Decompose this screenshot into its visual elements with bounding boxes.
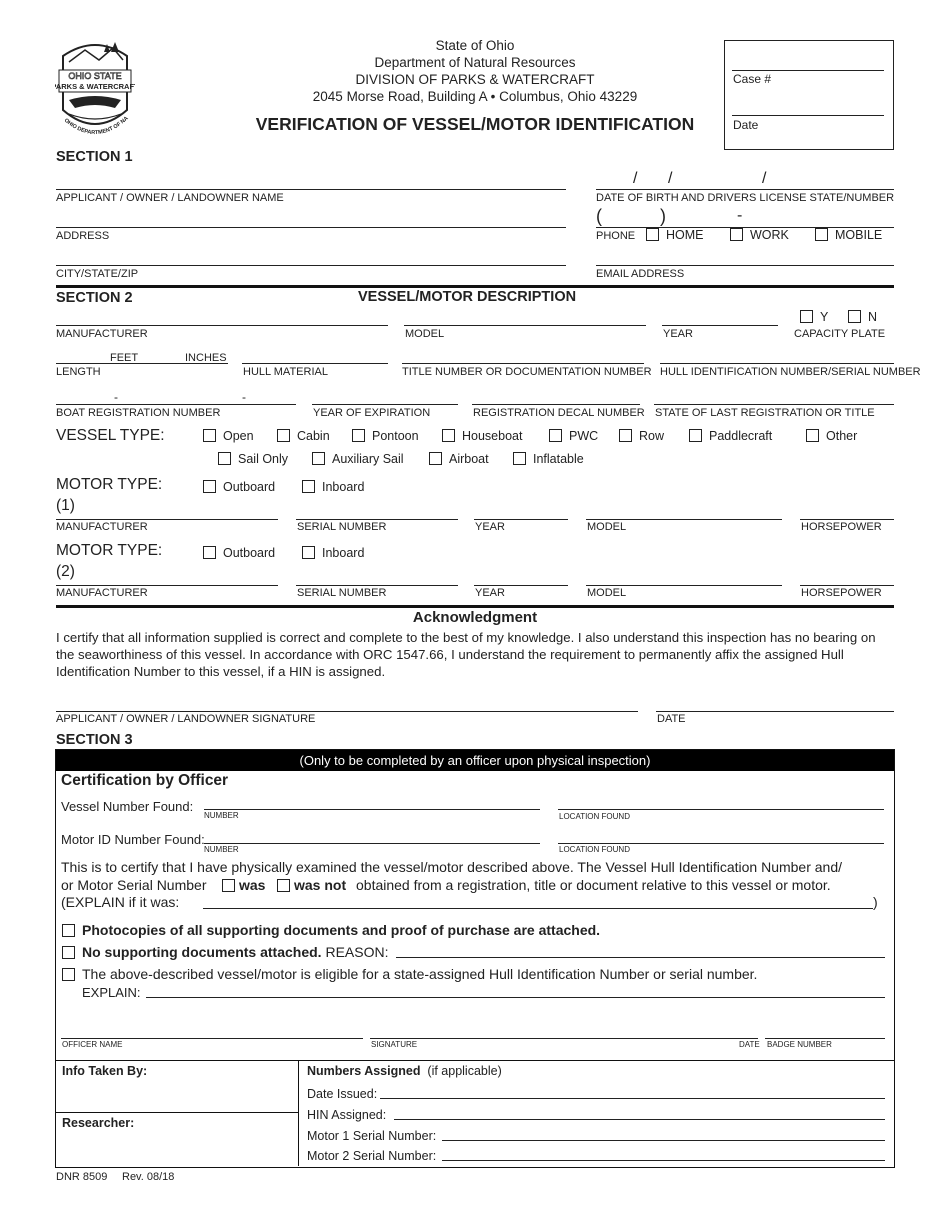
section3-title: SECTION 3 bbox=[56, 732, 133, 748]
motor1-year-line[interactable] bbox=[474, 519, 568, 520]
state-last-label: STATE OF LAST REGISTRATION OR TITLE bbox=[655, 407, 875, 419]
logo-top-text: OHIO STATE bbox=[68, 71, 122, 81]
checkbox-icon bbox=[62, 946, 75, 959]
date-issued-label: Date Issued: bbox=[307, 1087, 378, 1101]
vessel-number-line[interactable] bbox=[204, 809, 540, 810]
reg-dash-2: - bbox=[242, 390, 246, 404]
form-title: VERIFICATION OF VESSEL/MOTOR IDENTIFICATION bbox=[255, 114, 695, 134]
badge-line[interactable] bbox=[765, 1038, 885, 1039]
checkbox-icon bbox=[62, 968, 75, 981]
was-not-label: was not bbox=[294, 877, 347, 893]
motor1-outboard-label: Outboard bbox=[223, 480, 276, 494]
checkbox-icon bbox=[442, 429, 455, 442]
motor1-manufacturer-label: MANUFACTURER bbox=[56, 521, 148, 533]
motor1-serial-assigned-line[interactable] bbox=[442, 1140, 885, 1141]
checkbox-icon bbox=[203, 546, 216, 559]
hull-material-label: HULL MATERIAL bbox=[243, 366, 328, 378]
email-line[interactable] bbox=[596, 265, 894, 266]
date-field-line[interactable] bbox=[732, 115, 884, 116]
vessel-type-other[interactable] bbox=[806, 429, 857, 443]
dob-slash-2: / bbox=[668, 170, 673, 187]
length-label: LENGTH bbox=[56, 366, 101, 378]
checkbox-icon bbox=[848, 310, 861, 323]
explain-close-paren: ) bbox=[873, 894, 878, 910]
motor2-model-label: MODEL bbox=[587, 587, 627, 599]
explain-if-line[interactable] bbox=[203, 908, 873, 909]
explain-line[interactable] bbox=[146, 997, 885, 998]
officer-name-label: OFFICER NAME bbox=[62, 1040, 123, 1049]
motor1-inboard-label: Inboard bbox=[322, 480, 365, 494]
hin-label: HULL IDENTIFICATION NUMBER/SERIAL NUMBER bbox=[660, 366, 921, 378]
info-taken-label: Info Taken By: bbox=[62, 1064, 148, 1078]
numbers-assigned-label bbox=[307, 1064, 502, 1078]
dob-license-line[interactable] bbox=[596, 189, 894, 190]
city-line[interactable] bbox=[56, 265, 566, 266]
numbers-assigned-title: Numbers Assigned bbox=[307, 1064, 421, 1078]
motor2-inboard[interactable] bbox=[302, 546, 364, 560]
motor1-model-label: MODEL bbox=[587, 521, 627, 533]
bottom-table-top-border bbox=[56, 1060, 894, 1061]
form-revision: Rev. 08/18 bbox=[122, 1171, 175, 1183]
motor-number-line[interactable] bbox=[204, 843, 540, 844]
motor-location-sublabel: LOCATION FOUND bbox=[559, 845, 630, 854]
explain-label: EXPLAIN: bbox=[82, 985, 141, 1000]
acknowledgment-text: I certify that all information supplied is correct and complete to the best of my knowledge. I also understand this inspection has no bearing on the seaworthiness of this vessel. In accordance with ORC 1547.66, I understand the requirement to permanently affix the assigned Hull Identification Number to this vessel, if a HIN is assigned. bbox=[56, 630, 876, 679]
eligible-label: The above-described vessel/motor is eligible for a state-assigned Hull Identification Number or serial number. bbox=[82, 966, 758, 982]
vessel-type-sail-only-label: Sail Only bbox=[238, 452, 289, 466]
checkbox-icon bbox=[549, 429, 562, 442]
case-box bbox=[724, 40, 894, 150]
capacity-plate-label: CAPACITY PLATE bbox=[794, 328, 886, 340]
cert-title: Certification by Officer bbox=[61, 772, 229, 789]
vessel-type-paddlecraft[interactable] bbox=[689, 429, 772, 443]
checkbox-icon bbox=[62, 924, 75, 937]
logo-bottom-text: OHIO DEPARTMENT OF NA bbox=[62, 115, 130, 137]
vessel-type-open[interactable] bbox=[203, 429, 254, 443]
eligible-option[interactable] bbox=[62, 966, 757, 982]
capacity-y-option[interactable] bbox=[800, 310, 828, 324]
decal-line[interactable] bbox=[472, 404, 640, 405]
checkbox-icon bbox=[312, 452, 325, 465]
date-issued-line[interactable] bbox=[380, 1098, 885, 1099]
checkbox-icon bbox=[277, 879, 290, 892]
vessel-location-line[interactable] bbox=[558, 809, 884, 810]
length-line[interactable] bbox=[56, 363, 228, 364]
officer-name-line[interactable] bbox=[61, 1038, 363, 1039]
checkbox-icon bbox=[203, 480, 216, 493]
vessel-type-open-label: Open bbox=[223, 429, 254, 443]
phone-mobile-label: MOBILE bbox=[835, 228, 883, 242]
form-number: DNR 8509 bbox=[56, 1171, 108, 1183]
checkbox-icon bbox=[815, 228, 828, 241]
ack-date-label: DATE bbox=[657, 713, 686, 725]
checkbox-icon bbox=[800, 310, 813, 323]
applicant-name-line[interactable] bbox=[56, 189, 566, 190]
section2-title: SECTION 2 bbox=[56, 290, 133, 306]
year-line[interactable] bbox=[662, 325, 778, 326]
vessel-found-label: Vessel Number Found: bbox=[61, 799, 194, 814]
motor1-hp-line[interactable] bbox=[800, 519, 894, 520]
motor2-serial-assigned-label: Motor 2 Serial Number: bbox=[307, 1149, 437, 1163]
inches-label: INCHES bbox=[185, 352, 227, 364]
certify-text-2a: or Motor Serial Number bbox=[61, 877, 207, 893]
vessel-type-inflatable-label: Inflatable bbox=[533, 452, 584, 466]
motor1-outboard[interactable] bbox=[203, 480, 275, 494]
vessel-type-airboat[interactable] bbox=[429, 452, 489, 466]
vessel-type-airboat-label: Airboat bbox=[449, 452, 489, 466]
year-exp-label: YEAR OF EXPIRATION bbox=[313, 407, 431, 419]
motor-number-sublabel: NUMBER bbox=[204, 845, 239, 854]
title-number-line[interactable] bbox=[402, 363, 644, 364]
capacity-y-label: Y bbox=[820, 310, 829, 324]
signature-line[interactable] bbox=[56, 711, 638, 712]
no-docs-label: No supporting documents attached. bbox=[82, 944, 322, 960]
motor1-inboard[interactable] bbox=[302, 480, 364, 494]
vessel-type-inflatable[interactable] bbox=[513, 452, 584, 466]
section2-subtitle: VESSEL/MOTOR DESCRIPTION bbox=[358, 289, 577, 305]
motor1-serial-label: SERIAL NUMBER bbox=[297, 521, 387, 533]
checkbox-icon bbox=[806, 429, 819, 442]
motor1-model-line[interactable] bbox=[586, 519, 782, 520]
phone-home-label: HOME bbox=[666, 228, 704, 242]
vessel-type-houseboat[interactable] bbox=[442, 429, 522, 443]
dob-slash-1: / bbox=[633, 170, 638, 187]
checkbox-icon bbox=[203, 429, 216, 442]
motor2-serial-line[interactable] bbox=[296, 585, 458, 586]
photocopies-label: Photocopies of all supporting documents and proof of purchase are attached. bbox=[82, 922, 601, 938]
model-label: MODEL bbox=[405, 328, 445, 340]
vessel-type-pontoon-label: Pontoon bbox=[372, 429, 419, 443]
motor1-manufacturer-line[interactable] bbox=[56, 519, 278, 520]
checkbox-icon bbox=[619, 429, 632, 442]
email-label: EMAIL ADDRESS bbox=[596, 268, 685, 280]
vessel-type-label: VESSEL TYPE: bbox=[56, 427, 165, 444]
state-last-line[interactable] bbox=[654, 404, 894, 405]
hin-assigned-line[interactable] bbox=[394, 1119, 885, 1120]
checkbox-icon bbox=[302, 480, 315, 493]
motor2-model-line[interactable] bbox=[586, 585, 782, 586]
reason-line[interactable] bbox=[396, 957, 885, 958]
hin-assigned-label: HIN Assigned: bbox=[307, 1108, 387, 1122]
applicant-signature-label: APPLICANT / OWNER / LANDOWNER SIGNATURE bbox=[56, 713, 316, 725]
certify-text-2b: obtained from a registration, title or document relative to this vessel or motor. bbox=[356, 877, 831, 893]
vessel-location-sublabel: LOCATION FOUND bbox=[559, 812, 630, 821]
case-label: Case # bbox=[733, 72, 772, 86]
motor1-type-label: MOTOR TYPE: bbox=[56, 476, 163, 493]
vessel-type-pwc-label: PWC bbox=[569, 429, 599, 443]
manufacturer-label: MANUFACTURER bbox=[56, 328, 148, 340]
vessel-type-auxiliary-sail[interactable] bbox=[312, 452, 404, 466]
header-date-label: Date bbox=[733, 118, 759, 132]
decal-label: REGISTRATION DECAL NUMBER bbox=[473, 407, 645, 419]
if-applicable-label: (if applicable) bbox=[427, 1064, 502, 1078]
certify-text-1: This is to certify that I have physically examined the vessel/motor described above. The Vessel Hull Identification Number and/ bbox=[61, 859, 843, 875]
motor2-year-label: YEAR bbox=[475, 587, 505, 599]
checkbox-icon bbox=[646, 228, 659, 241]
phone-work-option[interactable] bbox=[730, 228, 789, 242]
checkbox-icon bbox=[302, 546, 315, 559]
phone-close-paren: ) bbox=[660, 206, 666, 226]
boat-reg-label: BOAT REGISTRATION NUMBER bbox=[56, 407, 221, 419]
photocopies-option[interactable] bbox=[62, 922, 600, 938]
manufacturer-line[interactable] bbox=[56, 325, 388, 326]
motor1-serial-assigned-label: Motor 1 Serial Number: bbox=[307, 1129, 437, 1143]
officer-banner: (Only to be completed by an officer upon physical inspection) bbox=[56, 750, 894, 771]
case-field-line[interactable] bbox=[732, 70, 884, 71]
address-line[interactable] bbox=[56, 227, 566, 228]
motor2-serial-assigned-line[interactable] bbox=[442, 1160, 885, 1161]
vessel-type-pwc[interactable] bbox=[549, 429, 598, 443]
dob-license-label: DATE OF BIRTH AND DRIVERS LICENSE STATE/NUMBER bbox=[596, 192, 895, 204]
phone-dash: - bbox=[737, 207, 743, 224]
reason-label: REASON: bbox=[325, 944, 389, 960]
phone-label: PHONE bbox=[596, 230, 636, 242]
researcher-label: Researcher: bbox=[62, 1116, 135, 1130]
logo-middle-text: PARKS & WATERCRAFT bbox=[55, 82, 135, 91]
officer-signature-label: SIGNATURE bbox=[371, 1040, 418, 1049]
vessel-type-auxiliary-sail-label: Auxiliary Sail bbox=[332, 452, 404, 466]
checkbox-icon bbox=[689, 429, 702, 442]
checkbox-icon bbox=[429, 452, 442, 465]
section-divider bbox=[56, 605, 894, 608]
section-divider bbox=[56, 285, 894, 288]
phone-open-paren: ( bbox=[596, 206, 602, 226]
motor2-serial-label: SERIAL NUMBER bbox=[297, 587, 387, 599]
section1-title: SECTION 1 bbox=[56, 149, 133, 165]
officer-date-label: DATE bbox=[739, 1040, 760, 1049]
capacity-n-option[interactable] bbox=[848, 310, 877, 324]
badge-number-label: BADGE NUMBER bbox=[767, 1040, 832, 1049]
feet-label: FEET bbox=[110, 352, 139, 364]
hin-line[interactable] bbox=[660, 363, 894, 364]
vessel-number-sublabel: NUMBER bbox=[204, 811, 239, 820]
motor1-number: (1) bbox=[56, 497, 75, 514]
officer-signature-line[interactable] bbox=[370, 1038, 758, 1039]
motor1-hp-label: HORSEPOWER bbox=[801, 521, 882, 533]
acknowledgment-title: Acknowledgment bbox=[412, 609, 538, 626]
odnr-logo bbox=[55, 38, 135, 143]
vessel-type-other-label: Other bbox=[826, 429, 858, 443]
no-docs-option[interactable] bbox=[62, 944, 388, 960]
motor2-outboard-label: Outboard bbox=[223, 546, 276, 560]
checkbox-icon bbox=[352, 429, 365, 442]
checkbox-icon bbox=[277, 429, 290, 442]
agency-line-3: DIVISION OF PARKS & WATERCRAFT bbox=[355, 72, 595, 87]
explain-if-label: (EXPLAIN if it was: bbox=[61, 894, 180, 910]
year-exp-line[interactable] bbox=[312, 404, 458, 405]
title-number-label: TITLE NUMBER OR DOCUMENTATION NUMBER bbox=[402, 366, 652, 378]
agency-line-1: State of Ohio bbox=[435, 38, 515, 53]
city-label: CITY/STATE/ZIP bbox=[56, 268, 139, 280]
bottom-left-divider bbox=[56, 1112, 298, 1113]
checkbox-icon bbox=[218, 452, 231, 465]
motor2-inboard-label: Inboard bbox=[322, 546, 365, 560]
reg-dash-1: - bbox=[114, 390, 118, 404]
capacity-n-label: N bbox=[868, 310, 878, 324]
motor2-number: (2) bbox=[56, 563, 75, 580]
motor1-serial-line[interactable] bbox=[296, 519, 458, 520]
motor2-manufacturer-line[interactable] bbox=[56, 585, 278, 586]
vessel-type-houseboat-label: Houseboat bbox=[462, 429, 523, 443]
vessel-type-row-label: Row bbox=[639, 429, 665, 443]
motor2-type-label: MOTOR TYPE: bbox=[56, 542, 163, 559]
was-label: was bbox=[239, 877, 266, 893]
phone-home-option[interactable] bbox=[646, 228, 704, 242]
motor2-outboard[interactable] bbox=[203, 546, 275, 560]
model-line[interactable] bbox=[404, 325, 646, 326]
boat-reg-line[interactable] bbox=[56, 404, 296, 405]
bottom-table-divider bbox=[298, 1060, 299, 1166]
agency-line-4: 2045 Morse Road, Building A • Columbus, Ohio 43229 bbox=[312, 89, 638, 104]
phone-work-label: WORK bbox=[750, 228, 789, 242]
motor2-hp-line[interactable] bbox=[800, 585, 894, 586]
applicant-name-label: APPLICANT / OWNER / LANDOWNER NAME bbox=[56, 192, 284, 204]
motor-location-line[interactable] bbox=[558, 843, 884, 844]
checkbox-icon bbox=[513, 452, 526, 465]
motor2-hp-label: HORSEPOWER bbox=[801, 587, 882, 599]
checkbox-icon bbox=[222, 879, 235, 892]
motor-found-label: Motor ID Number Found: bbox=[61, 832, 205, 847]
vessel-type-cabin[interactable] bbox=[277, 429, 330, 443]
vessel-type-pontoon[interactable] bbox=[352, 429, 419, 443]
phone-mobile-option[interactable] bbox=[815, 228, 882, 242]
ack-date-line[interactable] bbox=[656, 711, 894, 712]
vessel-type-paddlecraft-label: Paddlecraft bbox=[709, 429, 773, 443]
checkbox-icon bbox=[730, 228, 743, 241]
hull-material-line[interactable] bbox=[242, 363, 388, 364]
was-option[interactable] bbox=[222, 877, 265, 893]
address-label: ADDRESS bbox=[56, 230, 110, 242]
vessel-type-cabin-label: Cabin bbox=[297, 429, 330, 443]
vessel-type-sail-only[interactable] bbox=[218, 452, 288, 466]
motor2-year-line[interactable] bbox=[474, 585, 568, 586]
motor1-year-label: YEAR bbox=[475, 521, 505, 533]
motor2-manufacturer-label: MANUFACTURER bbox=[56, 587, 148, 599]
vessel-type-row[interactable] bbox=[619, 429, 664, 443]
year-label: YEAR bbox=[663, 328, 693, 340]
agency-line-2: Department of Natural Resources bbox=[374, 55, 576, 70]
was-not-option[interactable] bbox=[277, 877, 346, 893]
dob-slash-3: / bbox=[762, 170, 767, 187]
